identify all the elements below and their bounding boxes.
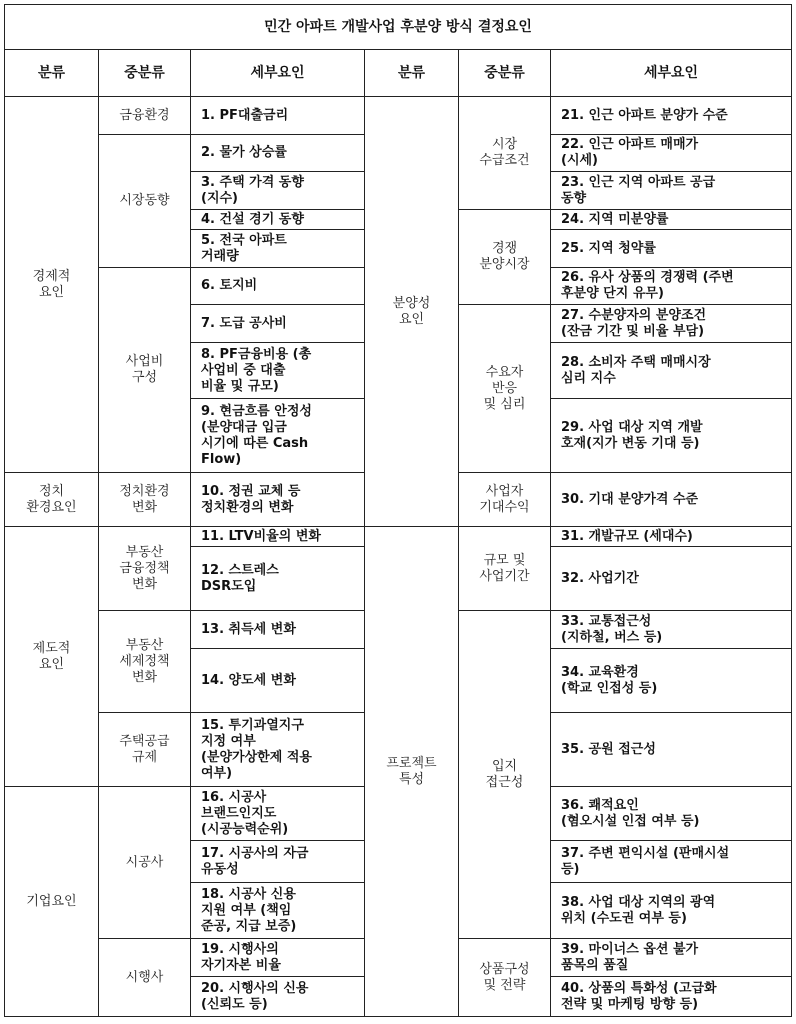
header-subcategory-right: 중분류 xyxy=(459,50,551,97)
item-3: 3. 주택 가격 동향 (지수) xyxy=(191,172,365,210)
item-10: 10. 정권 교체 등 정치환경의 변화 xyxy=(191,473,365,527)
decision-factor-table xyxy=(4,4,792,1017)
item-21: 21. 인근 아파트 분양가 수준 xyxy=(551,97,792,135)
subcategory-competitive-market: 경쟁 분양시장 xyxy=(459,210,551,305)
item-17: 17. 시공사의 자금 유동성 xyxy=(191,841,365,883)
subcategory-market-supply: 시장 수급조건 xyxy=(459,97,551,210)
subcategory-supply-regulation: 주택공급 규제 xyxy=(99,713,191,787)
subcategory-location: 입지 접근성 xyxy=(459,611,551,939)
subcategory-finance-policy: 부동산 금융정책 변화 xyxy=(99,527,191,611)
item-38: 38. 사업 대상 지역의 광역 위치 (수도권 여부 등) xyxy=(551,883,792,939)
item-32: 32. 사업기간 xyxy=(551,547,792,611)
item-6: 6. 토지비 xyxy=(191,268,365,305)
subcategory-project-cost: 사업비 구성 xyxy=(99,268,191,473)
subcategory-tax-policy: 부동산 세제정책 변화 xyxy=(99,611,191,713)
item-13: 13. 취득세 변화 xyxy=(191,611,365,649)
header-detail-left: 세부요인 xyxy=(191,50,365,97)
subcategory-contractor: 시공사 xyxy=(99,787,191,939)
subcategory-developer: 시행사 xyxy=(99,939,191,1017)
item-8: 8. PF금융비용 (총 사업비 중 대출 비율 및 규모) xyxy=(191,343,365,399)
header-detail-right: 세부요인 xyxy=(551,50,792,97)
item-16: 16. 시공사 브랜드인지도 (시공능력순위) xyxy=(191,787,365,841)
decision-factor-table-wrapper xyxy=(4,4,791,1017)
header-category-left: 분류 xyxy=(5,50,99,97)
item-18: 18. 시공사 신용 지원 여부 (책임 준공, 지급 보증) xyxy=(191,883,365,939)
item-30: 30. 기대 분양가격 수준 xyxy=(551,473,792,527)
item-34: 34. 교육환경 (학교 인접성 등) xyxy=(551,649,792,713)
item-31: 31. 개발규모 (세대수) xyxy=(551,527,792,547)
item-15: 15. 투기과열지구 지정 여부 (분양가상한제 적용 여부) xyxy=(191,713,365,787)
subcategory-political-change: 정치환경 변화 xyxy=(99,473,191,527)
item-27: 27. 수분양자의 분양조건 (잔금 기간 및 비율 부담) xyxy=(551,305,792,343)
item-26: 26. 유사 상품의 경쟁력 (주변 후분양 단지 유무) xyxy=(551,268,792,305)
table-title: 민간 아파트 개발사업 후분양 방식 결정요인 xyxy=(5,5,792,50)
item-23: 23. 인근 지역 아파트 공급 동향 xyxy=(551,172,792,210)
item-40: 40. 상품의 특화성 (고급화 전략 및 마케팅 방향 등) xyxy=(551,977,792,1017)
item-2: 2. 물가 상승률 xyxy=(191,135,365,172)
item-4: 4. 건설 경기 동향 xyxy=(191,210,365,230)
category-saleability: 분양성 요인 xyxy=(365,97,459,527)
item-14: 14. 양도세 변화 xyxy=(191,649,365,713)
item-7: 7. 도급 공사비 xyxy=(191,305,365,343)
item-35: 35. 공원 접근성 xyxy=(551,713,792,787)
category-economic: 경제적 요인 xyxy=(5,97,99,473)
subcategory-scale-period: 규모 및 사업기간 xyxy=(459,527,551,611)
item-11: 11. LTV비율의 변화 xyxy=(191,527,365,547)
item-20: 20. 시행사의 신용 (신뢰도 등) xyxy=(191,977,365,1017)
category-project: 프로젝트 특성 xyxy=(365,527,459,1017)
item-19: 19. 시행사의 자기자본 비율 xyxy=(191,939,365,977)
item-39: 39. 마이너스 옵션 불가 품목의 품질 xyxy=(551,939,792,977)
header-subcategory-left: 중분류 xyxy=(99,50,191,97)
item-28: 28. 소비자 주택 매매시장 심리 지수 xyxy=(551,343,792,399)
subcategory-market-trend: 시장동향 xyxy=(99,135,191,268)
item-9: 9. 현금흐름 안정성 (분양대금 입금 시기에 따른 Cash Flow) xyxy=(191,399,365,473)
item-36: 36. 쾌적요인 (혐오시설 인접 여부 등) xyxy=(551,787,792,841)
item-22: 22. 인근 아파트 매매가 (시세) xyxy=(551,135,792,172)
subcategory-finance: 금융환경 xyxy=(99,97,191,135)
item-25: 25. 지역 청약률 xyxy=(551,230,792,268)
item-33: 33. 교통접근성 (지하철, 버스 등) xyxy=(551,611,792,649)
subcategory-buyer-response: 수요자 반응 및 심리 xyxy=(459,305,551,473)
category-political: 정치 환경요인 xyxy=(5,473,99,527)
item-1: 1. PF대출금리 xyxy=(191,97,365,135)
item-12: 12. 스트레스 DSR도입 xyxy=(191,547,365,611)
category-corporate: 기업요인 xyxy=(5,787,99,1017)
item-37: 37. 주변 편익시설 (판매시설 등) xyxy=(551,841,792,883)
item-5: 5. 전국 아파트 거래량 xyxy=(191,230,365,268)
category-institutional: 제도적 요인 xyxy=(5,527,99,787)
subcategory-expected-return: 사업자 기대수익 xyxy=(459,473,551,527)
subcategory-product-strategy: 상품구성 및 전략 xyxy=(459,939,551,1017)
item-24: 24. 지역 미분양률 xyxy=(551,210,792,230)
item-29: 29. 사업 대상 지역 개발 호재(지가 변동 기대 등) xyxy=(551,399,792,473)
header-category-right: 분류 xyxy=(365,50,459,97)
